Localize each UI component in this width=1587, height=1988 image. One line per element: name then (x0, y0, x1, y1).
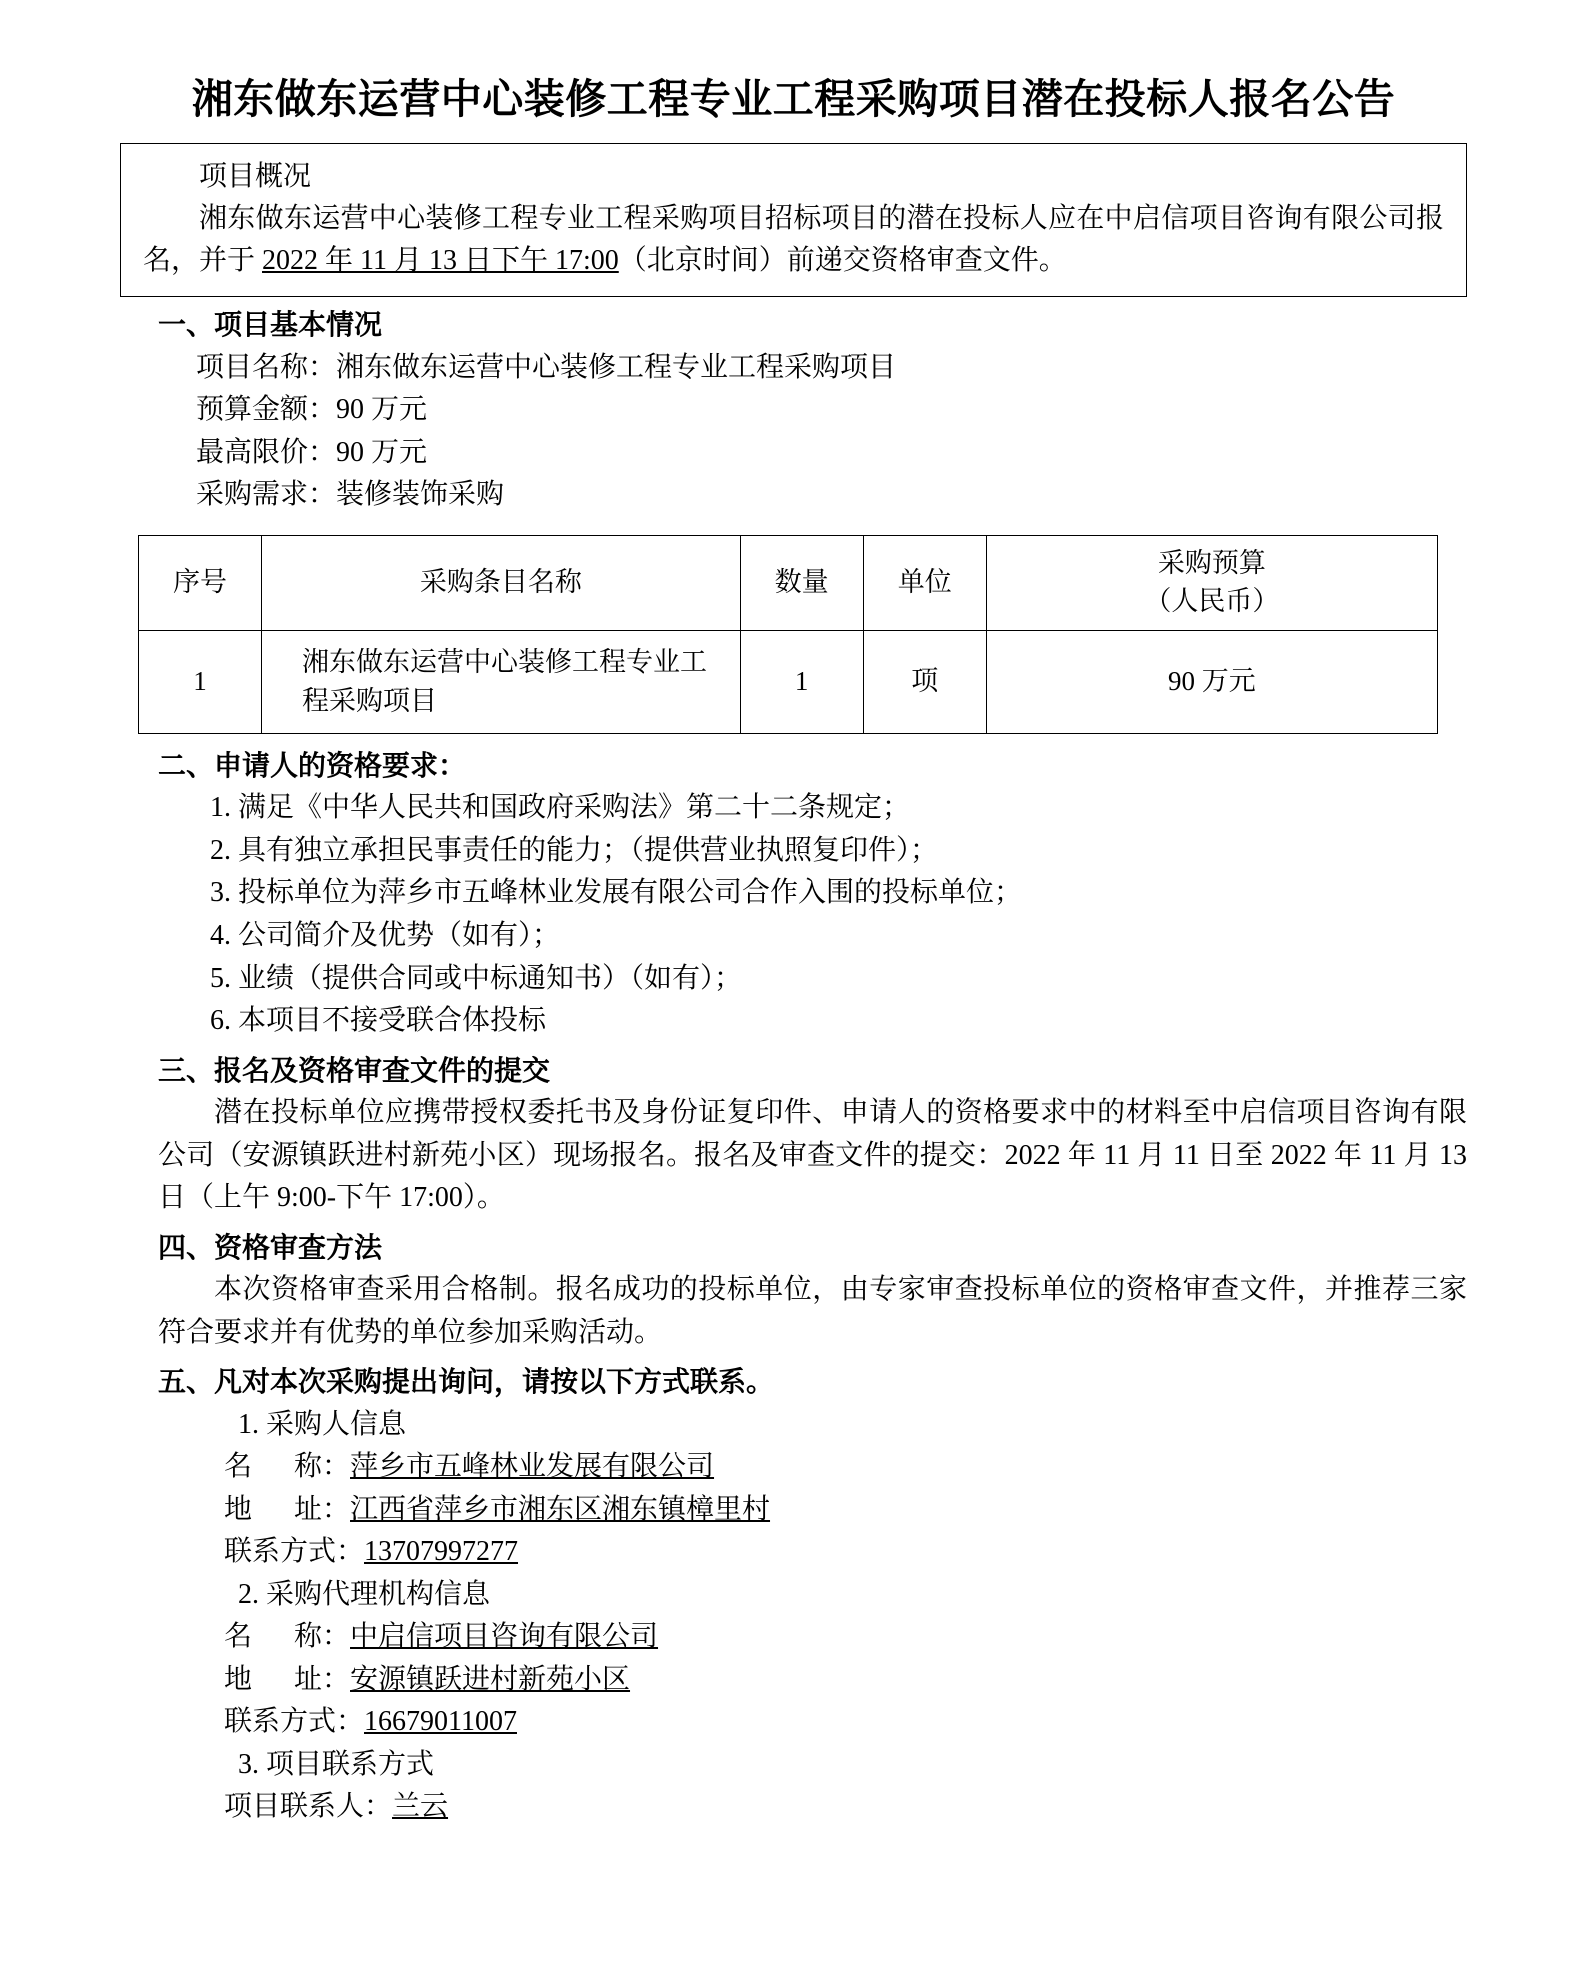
budget-amount-line: 预算金额：90 万元 (196, 394, 428, 426)
column-header-quantity: 数量 (740, 535, 863, 630)
agency-contact-label: 联系方式： (224, 1706, 365, 1738)
agency-name-line (120, 1616, 1467, 1659)
purchaser-name-value: 萍乡市五峰林业发展有限公司 (350, 1451, 715, 1483)
purchaser-address-line (120, 1489, 1467, 1532)
cell-item-name: 湘东做东运营中心装修工程专业工程采购项目 (262, 630, 741, 733)
section-3-paragraph: 潜在投标单位应携带授权委托书及身份证复印件、申请人的资格要求中的材料至中启信项目咨询有限公司（安源镇跃进村新苑小区）现场报名。报名及审查文件的提交：2022 年 11 月 11 日至 2022 年 11 月 13 日（上午 9:00-下午 17:00）。 (158, 1096, 1467, 1214)
purchaser-name-line (120, 1446, 1467, 1489)
column-header-budget-line1: 采购预算 (1157, 548, 1266, 579)
procurement-items-table (138, 535, 1438, 734)
project-overview-box (120, 143, 1467, 297)
qualification-item-2: 2. 具有独立承担民事责任的能力；（提供营业执照复印件）； (210, 834, 939, 866)
overview-text-part2: （北京时间）前递交资格审查文件。 (618, 245, 1067, 277)
project-name-line: 项目名称：湘东做东运营中心装修工程专业工程采购项目 (196, 351, 897, 383)
max-price-line: 最高限价：90 万元 (196, 436, 428, 468)
cell-budget: 90 万元 (986, 630, 1437, 733)
section-4-paragraph: 本次资格审查采用合格制。报名成功的投标单位，由专家审查投标单位的资格审查文件，并推荐三家符合要求并有优势的单位参加采购活动。 (158, 1274, 1467, 1348)
agency-contact-line (120, 1701, 1467, 1744)
purchaser-address-value: 江西省萍乡市湘东区湘东镇樟里村 (350, 1493, 771, 1525)
purchaser-address-label: 地 址： (224, 1493, 351, 1525)
agency-address-value: 安源镇跃进村新苑小区 (350, 1663, 631, 1695)
table-header-row (139, 535, 1438, 630)
column-header-budget-line2: （人民币） (1144, 585, 1280, 616)
cell-quantity: 1 (740, 630, 863, 733)
purchaser-name-label: 名 称： (224, 1451, 351, 1483)
cell-no: 1 (139, 630, 262, 733)
agency-address-line (120, 1659, 1467, 1702)
qualification-item-5: 5. 业绩（提供合同或中标通知书）（如有）； (210, 962, 743, 994)
project-contact-person-label: 项目联系人： (224, 1791, 393, 1823)
section-4-heading: 四、资格审查方法 (158, 1230, 383, 1264)
project-contact-person-value: 兰云 (392, 1791, 449, 1823)
procurement-demand-line: 采购需求：装修装饰采购 (196, 479, 505, 511)
column-header-item-name: 采购条目名称 (262, 535, 741, 630)
agency-name-value: 中启信项目咨询有限公司 (350, 1621, 659, 1653)
column-header-unit: 单位 (863, 535, 986, 630)
overview-text-part1: 湘东做东运营中心装修工程专业工程采购项目招标项目的潜在投标人应在中启信项目咨询有限公司报名，并于 (143, 203, 1444, 277)
column-header-budget (986, 535, 1437, 630)
overview-deadline: 2022 年 11 月 13 日下午 17:00 (262, 245, 619, 277)
page-title: 湘东做东运营中心装修工程专业工程采购项目潜在投标人报名公告 (191, 75, 1396, 123)
agency-name-label: 名 称： (224, 1621, 351, 1653)
agency-contact-value: 16679011007 (364, 1706, 517, 1738)
section-5-heading: 五、凡对本次采购提出询问，请按以下方式联系。 (158, 1365, 775, 1399)
qualification-item-3: 3. 投标单位为萍乡市五峰林业发展有限公司合作入围的投标单位； (210, 877, 1023, 909)
section-3-heading: 三、报名及资格审查文件的提交 (158, 1053, 551, 1087)
section-2-heading: 二、申请人的资格要求： (158, 748, 467, 782)
project-contact-person-line (120, 1786, 1467, 1829)
section-1-heading: 一、项目基本情况 (158, 308, 383, 342)
qualification-item-1: 1. 满足《中华人民共和国政府采购法》第二十二条规定； (210, 792, 911, 824)
table-row (139, 630, 1438, 733)
purchaser-contact-label: 联系方式： (224, 1536, 365, 1568)
purchaser-info-heading: 1. 采购人信息 (238, 1408, 407, 1440)
agency-info-heading: 2. 采购代理机构信息 (238, 1578, 491, 1610)
project-contact-heading: 3. 项目联系方式 (238, 1748, 435, 1780)
overview-paragraph (143, 198, 1444, 282)
purchaser-contact-value: 13707997277 (364, 1536, 519, 1568)
column-header-no: 序号 (139, 535, 262, 630)
qualification-item-6: 6. 本项目不接受联合体投标 (210, 1005, 547, 1037)
overview-heading: 项目概况 (199, 161, 312, 193)
purchaser-contact-line (120, 1531, 1467, 1574)
qualification-item-4: 4. 公司简介及优势（如有）； (210, 919, 561, 951)
cell-unit: 项 (863, 630, 986, 733)
agency-address-label: 地 址： (224, 1663, 351, 1695)
